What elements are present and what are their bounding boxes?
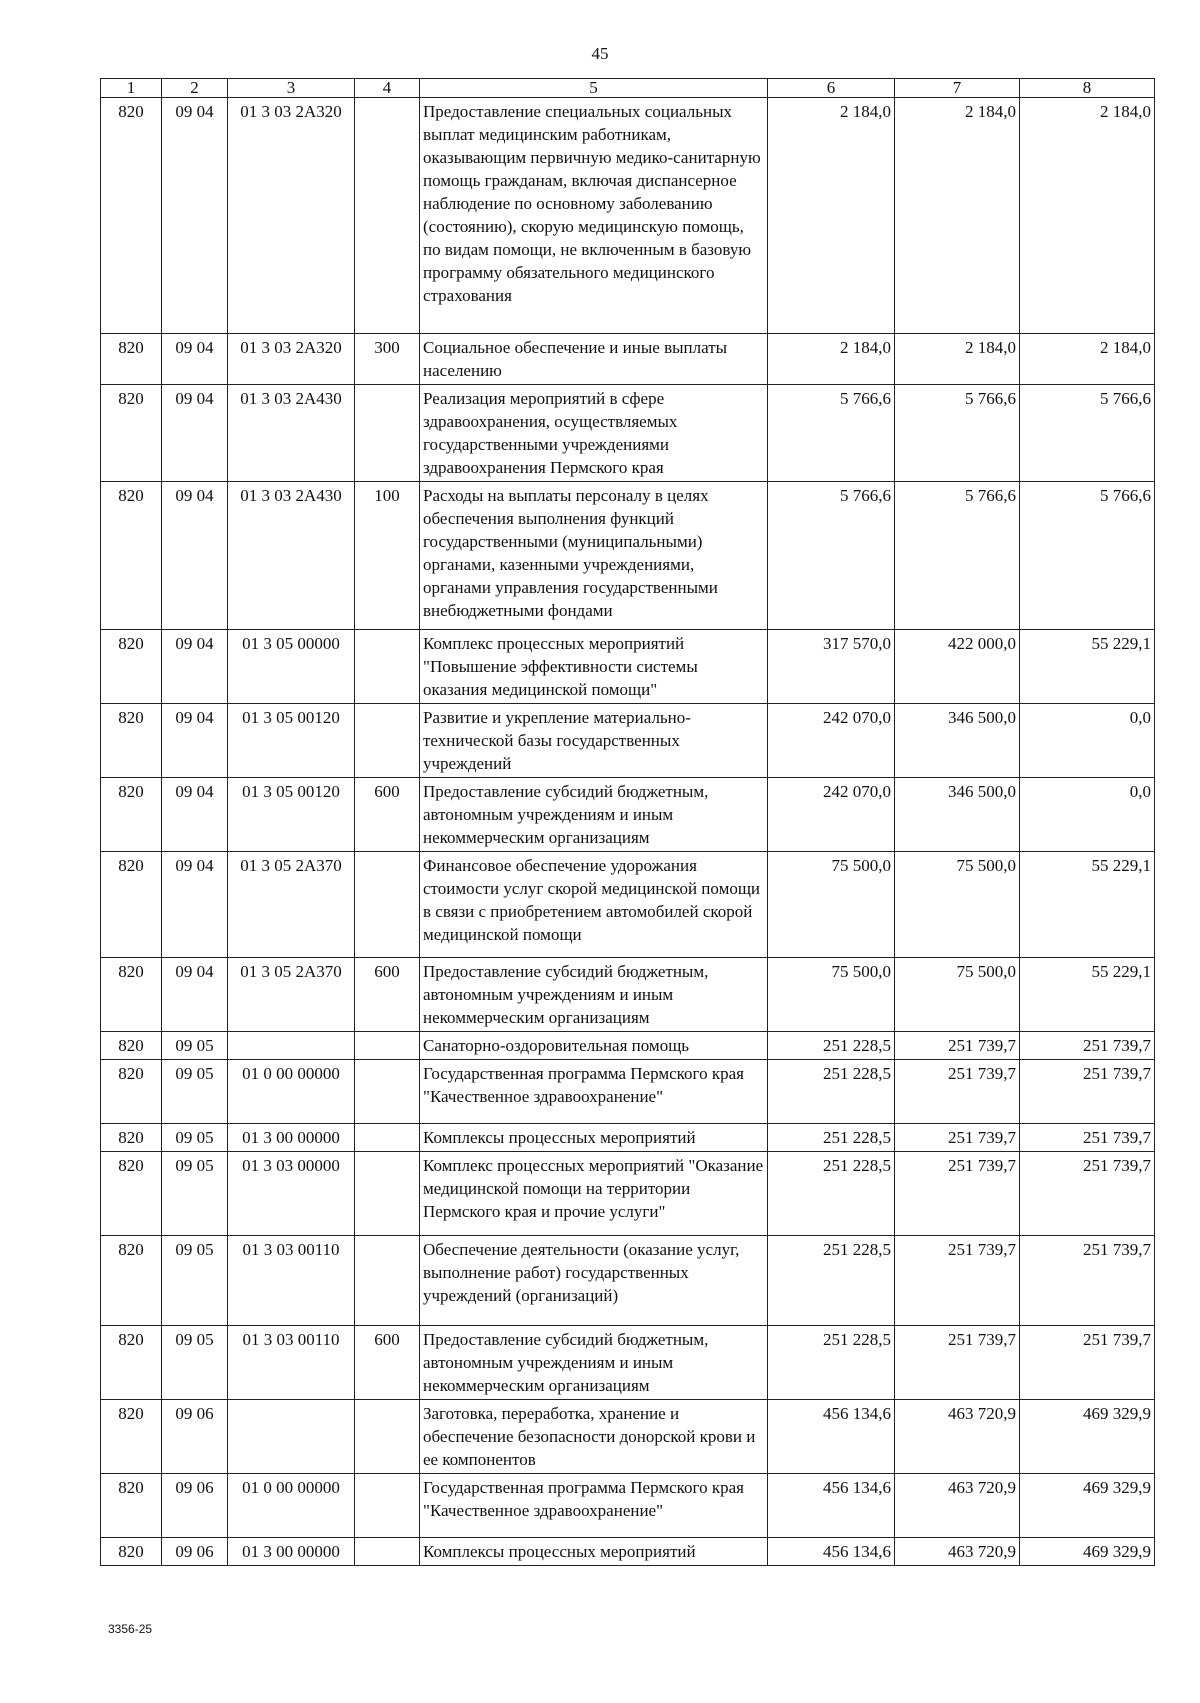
expense-type-code bbox=[355, 1474, 420, 1538]
amount-year-3: 251 739,7 bbox=[1020, 1152, 1155, 1236]
amount-year-3: 55 229,1 bbox=[1020, 958, 1155, 1032]
table-row bbox=[101, 482, 1155, 630]
amount-year-3: 469 329,9 bbox=[1020, 1474, 1155, 1538]
ministry-code: 820 bbox=[101, 334, 162, 385]
table-row bbox=[101, 1060, 1155, 1124]
section-code: 09 06 bbox=[162, 1474, 228, 1538]
target-article-code bbox=[228, 1400, 355, 1474]
table-row bbox=[101, 385, 1155, 482]
amount-year-2: 5 766,6 bbox=[895, 385, 1020, 482]
amount-year-2: 251 739,7 bbox=[895, 1326, 1020, 1400]
column-header: 5 bbox=[420, 79, 768, 98]
section-code: 09 04 bbox=[162, 852, 228, 958]
ministry-code: 820 bbox=[101, 98, 162, 334]
table-row bbox=[101, 958, 1155, 1032]
target-article-code: 01 3 00 00000 bbox=[228, 1124, 355, 1152]
amount-year-2: 75 500,0 bbox=[895, 852, 1020, 958]
target-article-code: 01 3 03 00110 bbox=[228, 1326, 355, 1400]
document-code: 3356-25 bbox=[108, 1622, 153, 1636]
table-row bbox=[101, 852, 1155, 958]
target-article-code bbox=[228, 1032, 355, 1060]
target-article-code: 01 3 05 00000 bbox=[228, 630, 355, 704]
target-article-code: 01 0 00 00000 bbox=[228, 1060, 355, 1124]
amount-year-1: 242 070,0 bbox=[768, 778, 895, 852]
table-row bbox=[101, 1032, 1155, 1060]
section-code: 09 05 bbox=[162, 1236, 228, 1326]
table-row bbox=[101, 630, 1155, 704]
item-description: Государственная программа Пермского края "Качественное здравоохранение" bbox=[420, 1474, 768, 1538]
ministry-code: 820 bbox=[101, 482, 162, 630]
amount-year-3: 0,0 bbox=[1020, 778, 1155, 852]
item-description: Реализация мероприятий в сфере здравоохранения, осуществляемых государственными учреждениями здравоохранения Пермского края bbox=[420, 385, 768, 482]
section-code: 09 04 bbox=[162, 385, 228, 482]
expense-type-code: 300 bbox=[355, 334, 420, 385]
item-description: Финансовое обеспечение удорожания стоимости услуг скорой медицинской помощи в связи с приобретением автомобилей скорой медицинской помощи bbox=[420, 852, 768, 958]
section-code: 09 04 bbox=[162, 704, 228, 778]
section-code: 09 04 bbox=[162, 630, 228, 704]
ministry-code: 820 bbox=[101, 1152, 162, 1236]
amount-year-1: 456 134,6 bbox=[768, 1474, 895, 1538]
item-description: Комплексы процессных мероприятий bbox=[420, 1124, 768, 1152]
ministry-code: 820 bbox=[101, 704, 162, 778]
ministry-code: 820 bbox=[101, 630, 162, 704]
table-row bbox=[101, 1124, 1155, 1152]
item-description: Комплекс процессных мероприятий "Оказание медицинской помощи на территории Пермского края и прочие услуги" bbox=[420, 1152, 768, 1236]
amount-year-2: 2 184,0 bbox=[895, 334, 1020, 385]
expense-type-code bbox=[355, 704, 420, 778]
expense-type-code: 600 bbox=[355, 778, 420, 852]
section-code: 09 05 bbox=[162, 1152, 228, 1236]
item-description: Обеспечение деятельности (оказание услуг, выполнение работ) государственных учреждений (организаций) bbox=[420, 1236, 768, 1326]
budget-table bbox=[100, 78, 1155, 1566]
column-header: 4 bbox=[355, 79, 420, 98]
expense-type-code: 600 bbox=[355, 958, 420, 1032]
target-article-code: 01 3 00 00000 bbox=[228, 1538, 355, 1566]
amount-year-3: 251 739,7 bbox=[1020, 1032, 1155, 1060]
amount-year-2: 463 720,9 bbox=[895, 1400, 1020, 1474]
amount-year-3: 251 739,7 bbox=[1020, 1326, 1155, 1400]
section-code: 09 05 bbox=[162, 1124, 228, 1152]
item-description: Предоставление субсидий бюджетным, автономным учреждениям и иным некоммерческим организациям bbox=[420, 778, 768, 852]
amount-year-1: 5 766,6 bbox=[768, 385, 895, 482]
ministry-code: 820 bbox=[101, 778, 162, 852]
amount-year-1: 456 134,6 bbox=[768, 1538, 895, 1566]
amount-year-1: 456 134,6 bbox=[768, 1400, 895, 1474]
amount-year-1: 2 184,0 bbox=[768, 98, 895, 334]
table-row bbox=[101, 334, 1155, 385]
table-row bbox=[101, 1538, 1155, 1566]
amount-year-3: 55 229,1 bbox=[1020, 630, 1155, 704]
ministry-code: 820 bbox=[101, 1060, 162, 1124]
item-description: Развитие и укрепление материально-технической базы государственных учреждений bbox=[420, 704, 768, 778]
table-row bbox=[101, 1152, 1155, 1236]
table-row bbox=[101, 98, 1155, 334]
section-code: 09 06 bbox=[162, 1400, 228, 1474]
ministry-code: 820 bbox=[101, 958, 162, 1032]
amount-year-1: 251 228,5 bbox=[768, 1124, 895, 1152]
ministry-code: 820 bbox=[101, 1124, 162, 1152]
target-article-code: 01 3 03 00000 bbox=[228, 1152, 355, 1236]
target-article-code: 01 3 03 00110 bbox=[228, 1236, 355, 1326]
amount-year-2: 251 739,7 bbox=[895, 1032, 1020, 1060]
column-header: 6 bbox=[768, 79, 895, 98]
ministry-code: 820 bbox=[101, 1400, 162, 1474]
amount-year-3: 469 329,9 bbox=[1020, 1538, 1155, 1566]
expense-type-code: 600 bbox=[355, 1326, 420, 1400]
amount-year-2: 75 500,0 bbox=[895, 958, 1020, 1032]
item-description: Заготовка, переработка, хранение и обеспечение безопасности донорской крови и ее компонентов bbox=[420, 1400, 768, 1474]
amount-year-2: 2 184,0 bbox=[895, 98, 1020, 334]
ministry-code: 820 bbox=[101, 1032, 162, 1060]
expense-type-code bbox=[355, 385, 420, 482]
amount-year-2: 251 739,7 bbox=[895, 1060, 1020, 1124]
section-code: 09 05 bbox=[162, 1060, 228, 1124]
item-description: Санаторно-оздоровительная помощь bbox=[420, 1032, 768, 1060]
ministry-code: 820 bbox=[101, 852, 162, 958]
amount-year-3: 5 766,6 bbox=[1020, 482, 1155, 630]
amount-year-3: 0,0 bbox=[1020, 704, 1155, 778]
table-row bbox=[101, 1236, 1155, 1326]
amount-year-3: 251 739,7 bbox=[1020, 1060, 1155, 1124]
item-description: Комплекс процессных мероприятий "Повышение эффективности системы оказания медицинской помощи" bbox=[420, 630, 768, 704]
expense-type-code bbox=[355, 1236, 420, 1326]
section-code: 09 04 bbox=[162, 98, 228, 334]
amount-year-1: 251 228,5 bbox=[768, 1326, 895, 1400]
expense-type-code bbox=[355, 1538, 420, 1566]
column-header: 8 bbox=[1020, 79, 1155, 98]
item-description: Государственная программа Пермского края "Качественное здравоохранение" bbox=[420, 1060, 768, 1124]
item-description: Расходы на выплаты персоналу в целях обеспечения выполнения функций государственными (муниципальными) органами, казенными учреждениями, органами управления государственными внебюджетными фондами bbox=[420, 482, 768, 630]
amount-year-3: 2 184,0 bbox=[1020, 98, 1155, 334]
section-code: 09 04 bbox=[162, 778, 228, 852]
amount-year-2: 422 000,0 bbox=[895, 630, 1020, 704]
amount-year-2: 251 739,7 bbox=[895, 1152, 1020, 1236]
table-row bbox=[101, 704, 1155, 778]
target-article-code: 01 0 00 00000 bbox=[228, 1474, 355, 1538]
ministry-code: 820 bbox=[101, 385, 162, 482]
expense-type-code bbox=[355, 1060, 420, 1124]
amount-year-3: 2 184,0 bbox=[1020, 334, 1155, 385]
expense-type-code bbox=[355, 1124, 420, 1152]
target-article-code: 01 3 05 00120 bbox=[228, 778, 355, 852]
section-code: 09 05 bbox=[162, 1032, 228, 1060]
amount-year-3: 251 739,7 bbox=[1020, 1236, 1155, 1326]
amount-year-2: 346 500,0 bbox=[895, 778, 1020, 852]
column-header: 2 bbox=[162, 79, 228, 98]
amount-year-2: 346 500,0 bbox=[895, 704, 1020, 778]
target-article-code: 01 3 03 2А430 bbox=[228, 482, 355, 630]
expense-type-code bbox=[355, 98, 420, 334]
ministry-code: 820 bbox=[101, 1474, 162, 1538]
amount-year-2: 251 739,7 bbox=[895, 1124, 1020, 1152]
section-code: 09 06 bbox=[162, 1538, 228, 1566]
amount-year-2: 463 720,9 bbox=[895, 1538, 1020, 1566]
amount-year-1: 242 070,0 bbox=[768, 704, 895, 778]
column-number-row bbox=[101, 79, 1155, 98]
amount-year-1: 5 766,6 bbox=[768, 482, 895, 630]
target-article-code: 01 3 05 00120 bbox=[228, 704, 355, 778]
expense-type-code bbox=[355, 1032, 420, 1060]
amount-year-3: 469 329,9 bbox=[1020, 1400, 1155, 1474]
amount-year-1: 251 228,5 bbox=[768, 1152, 895, 1236]
amount-year-2: 463 720,9 bbox=[895, 1474, 1020, 1538]
target-article-code: 01 3 05 2А370 bbox=[228, 852, 355, 958]
amount-year-1: 75 500,0 bbox=[768, 958, 895, 1032]
ministry-code: 820 bbox=[101, 1236, 162, 1326]
amount-year-1: 75 500,0 bbox=[768, 852, 895, 958]
expense-type-code: 100 bbox=[355, 482, 420, 630]
table-row bbox=[101, 1474, 1155, 1538]
section-code: 09 04 bbox=[162, 482, 228, 630]
amount-year-2: 251 739,7 bbox=[895, 1236, 1020, 1326]
page-number: 45 bbox=[591, 44, 609, 63]
amount-year-3: 55 229,1 bbox=[1020, 852, 1155, 958]
target-article-code: 01 3 05 2А370 bbox=[228, 958, 355, 1032]
expense-type-code bbox=[355, 852, 420, 958]
ministry-code: 820 bbox=[101, 1538, 162, 1566]
amount-year-3: 5 766,6 bbox=[1020, 385, 1155, 482]
expense-type-code bbox=[355, 1400, 420, 1474]
expense-type-code bbox=[355, 1152, 420, 1236]
column-header: 1 bbox=[101, 79, 162, 98]
item-description: Предоставление специальных социальных выплат медицинским работникам, оказывающим первичную медико-санитарную помощь гражданам, включая диспансерное наблюдение по основному заболеванию (состоянию), скорую медицинскую помощь, по видам помощи, не включенным в базовую программу обязательного медицинского страхования bbox=[420, 98, 768, 334]
amount-year-2: 5 766,6 bbox=[895, 482, 1020, 630]
item-description: Предоставление субсидий бюджетным, автономным учреждениям и иным некоммерческим организациям bbox=[420, 958, 768, 1032]
column-header: 3 bbox=[228, 79, 355, 98]
table-row bbox=[101, 1400, 1155, 1474]
target-article-code: 01 3 03 2А320 bbox=[228, 98, 355, 334]
item-description: Предоставление субсидий бюджетным, автономным учреждениям и иным некоммерческим организациям bbox=[420, 1326, 768, 1400]
amount-year-3: 251 739,7 bbox=[1020, 1124, 1155, 1152]
amount-year-1: 2 184,0 bbox=[768, 334, 895, 385]
amount-year-1: 251 228,5 bbox=[768, 1032, 895, 1060]
amount-year-1: 251 228,5 bbox=[768, 1060, 895, 1124]
expense-type-code bbox=[355, 630, 420, 704]
section-code: 09 04 bbox=[162, 334, 228, 385]
table-row bbox=[101, 1326, 1155, 1400]
amount-year-1: 317 570,0 bbox=[768, 630, 895, 704]
section-code: 09 04 bbox=[162, 958, 228, 1032]
target-article-code: 01 3 03 2А430 bbox=[228, 385, 355, 482]
amount-year-1: 251 228,5 bbox=[768, 1236, 895, 1326]
ministry-code: 820 bbox=[101, 1326, 162, 1400]
item-description: Социальное обеспечение и иные выплаты населению bbox=[420, 334, 768, 385]
table-row bbox=[101, 778, 1155, 852]
column-header: 7 bbox=[895, 79, 1020, 98]
item-description: Комплексы процессных мероприятий bbox=[420, 1538, 768, 1566]
target-article-code: 01 3 03 2А320 bbox=[228, 334, 355, 385]
section-code: 09 05 bbox=[162, 1326, 228, 1400]
